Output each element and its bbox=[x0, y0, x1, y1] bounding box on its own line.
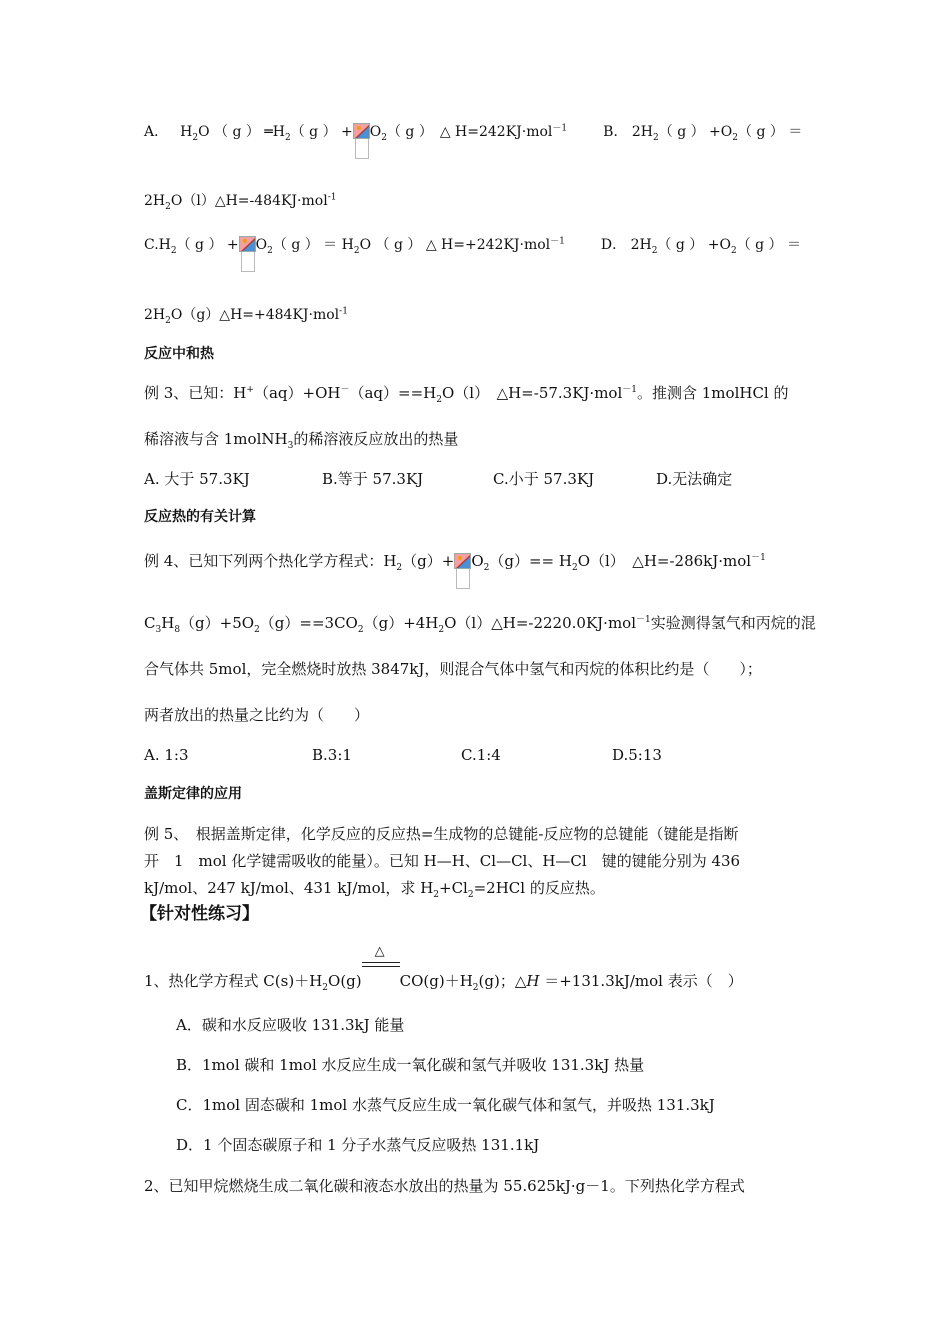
text: ＝+131.3kJ/mol 表示（ ） bbox=[539, 972, 743, 990]
sup: －1 bbox=[636, 615, 651, 625]
sub: 2 bbox=[381, 132, 387, 143]
text: =2HCl 的反应热。 bbox=[473, 879, 605, 897]
sub: 2 bbox=[322, 983, 329, 993]
text: O （ g ） △ H=+242KJ·mol bbox=[359, 237, 551, 253]
text: 例 4、已知下列两个热化学方程式：H bbox=[144, 552, 397, 570]
sup: － bbox=[340, 385, 350, 395]
text: （g）==3CO bbox=[259, 614, 358, 632]
text: H bbox=[161, 614, 175, 632]
text: O（l） △H=-286kJ·mol bbox=[577, 552, 752, 570]
section-heading-calculation: 反应热的有关计算 bbox=[144, 509, 256, 525]
label-d: D． 2H bbox=[600, 237, 652, 253]
text: 2H bbox=[144, 193, 166, 209]
sub: 2 bbox=[571, 563, 578, 573]
text: （ g ） △ H=242KJ·mol bbox=[386, 124, 553, 140]
text: （ g ） + bbox=[176, 237, 239, 253]
heat-reaction-arrow bbox=[362, 944, 400, 988]
text: （aq）+OH bbox=[253, 384, 341, 402]
text: 例 3、已知：H bbox=[144, 384, 247, 402]
example-3-line-2 bbox=[144, 429, 458, 449]
text: （ g ） +O bbox=[657, 237, 731, 253]
option-c: C.小于 57.3KJ bbox=[493, 470, 595, 488]
sub: 2 bbox=[353, 245, 360, 256]
label-b: B． 2H bbox=[603, 124, 654, 140]
text: 1、热化学方程式 C(s)＋H bbox=[144, 972, 323, 990]
half-fraction-image bbox=[454, 553, 471, 569]
example-4-line-2 bbox=[144, 613, 816, 633]
text: （g）+4H bbox=[363, 614, 439, 632]
text: O（g）△H=+484KJ·mol bbox=[170, 307, 340, 323]
sup: + bbox=[246, 385, 254, 395]
sub: 2 bbox=[483, 563, 490, 573]
sup: －1 bbox=[751, 553, 766, 563]
sub: 2 bbox=[254, 625, 260, 635]
q1-option-d: D．1 个固态碳原子和 1 分子水蒸气反应吸热 131.1kJ bbox=[176, 1136, 540, 1154]
q1-option-b: B．1mol 碳和 1mol 水反应生成一氧化碳和氢气并吸收 131.3kJ 热量 bbox=[176, 1056, 645, 1074]
text: （ g ） +O bbox=[658, 124, 733, 140]
sub: 3 bbox=[155, 625, 162, 635]
example-4-line-1 bbox=[144, 551, 766, 571]
example-3-options bbox=[144, 469, 844, 489]
text: （g）+5O bbox=[180, 614, 255, 632]
text: O bbox=[255, 237, 268, 253]
option-d: D.5:13 bbox=[612, 746, 662, 764]
text-italic: H bbox=[526, 972, 540, 990]
practice-title: 【针对性练习】 bbox=[140, 904, 259, 924]
half-fraction-image bbox=[239, 236, 256, 252]
text: （ g ） ＝ bbox=[738, 124, 803, 140]
text: O（l） △H=-57.3KJ·mol bbox=[441, 384, 623, 402]
text: C bbox=[144, 614, 156, 632]
sub: 2 bbox=[357, 625, 364, 635]
text: O bbox=[471, 552, 484, 570]
example-5-line-1: 例 5、 根据盖斯定律，化学反应的反应热=生成物的总键能-反应物的总键能（键能是指断 bbox=[144, 825, 739, 843]
sub: 2 bbox=[732, 132, 739, 143]
option-a: A. 1:3 bbox=[144, 746, 189, 764]
option-line-a-b bbox=[144, 122, 802, 142]
text: O（l）△H=-2220.0KJ·mol bbox=[444, 614, 636, 632]
text: （ g ） ＝ bbox=[736, 237, 801, 253]
sub: 2 bbox=[472, 983, 479, 993]
example-4-line-3: 合气体共 5mol，完全燃烧时放热 3847kJ，则混合气体中氢气和丙烷的体积比约是（ ）； bbox=[144, 660, 762, 678]
option-line-c-d bbox=[144, 235, 801, 255]
heat-triangle-icon: △ bbox=[374, 944, 385, 959]
sup: －1 bbox=[552, 123, 568, 134]
section-heading-neutralization: 反应中和热 bbox=[144, 346, 214, 362]
option-b: B.等于 57.3KJ bbox=[322, 470, 424, 488]
text: +Cl bbox=[439, 879, 468, 897]
sup: －1 bbox=[550, 236, 565, 247]
option-b: B.3:1 bbox=[312, 746, 352, 764]
sub: 2 bbox=[433, 890, 440, 900]
text: (g)；△ bbox=[478, 972, 527, 990]
text: O(g) bbox=[328, 972, 362, 990]
text: 。推测含 1molHCl 的 bbox=[637, 384, 789, 402]
q1-option-a: A．碳和水反应吸收 131.3kJ 能量 bbox=[176, 1016, 405, 1034]
text: （ g ） + bbox=[290, 124, 353, 140]
sup: -1 bbox=[339, 306, 348, 317]
text: 2H bbox=[144, 307, 166, 323]
sub: 2 bbox=[651, 245, 658, 256]
q1-option-c: C．1mol 固态碳和 1mol 水蒸气反应生成一氧化碳气体和氢气，并吸热 131.3kJ bbox=[176, 1096, 715, 1114]
question-1 bbox=[144, 944, 743, 993]
example-4-options bbox=[144, 745, 844, 765]
text: （g）== H bbox=[489, 552, 572, 570]
example-4-line-4: 两者放出的热量之比约为（ ） bbox=[144, 706, 370, 724]
sub: 2 bbox=[653, 132, 659, 143]
question-2: 2、已知甲烷燃烧生成二氧化碳和液态水放出的热量为 55.625kJ·g－1。下列热化学方程式 bbox=[144, 1177, 745, 1195]
sub: 2 bbox=[467, 890, 474, 900]
option-a: A. 大于 57.3KJ bbox=[144, 470, 250, 488]
option-c: C.1:4 bbox=[461, 746, 501, 764]
text: O bbox=[369, 124, 382, 140]
sub: 8 bbox=[174, 625, 181, 635]
sub: 2 bbox=[192, 132, 199, 143]
text: （ g ） ＝ H bbox=[272, 237, 354, 253]
text: （aq）==H bbox=[349, 384, 437, 402]
text: 实验测得氢气和丙烷的混 bbox=[650, 614, 816, 632]
sub: 3 bbox=[287, 441, 294, 451]
text: kJ/mol、247 kJ/mol、431 kJ/mol，求 H bbox=[144, 879, 434, 897]
sub: 2 bbox=[284, 132, 291, 143]
section-heading-hess-law: 盖斯定律的应用 bbox=[144, 786, 242, 802]
example-5-line-3 bbox=[144, 878, 605, 898]
text: O（l）△H=-484KJ·mol bbox=[170, 193, 328, 209]
sub: 2 bbox=[436, 395, 442, 405]
sub: 2 bbox=[170, 245, 177, 256]
sub: 2 bbox=[267, 245, 273, 256]
example-5-line-2: 开 1 mol 化学键需吸收的能量）。已知 H—H、Cl—Cl、H—Cl 键的键能分别为 436 bbox=[144, 852, 741, 870]
text: 的稀溶液反应放出的热量 bbox=[293, 430, 459, 448]
sup: -1 bbox=[327, 192, 337, 203]
text: CO(g)＋H bbox=[399, 972, 473, 990]
sub: 2 bbox=[165, 315, 171, 326]
option-d-continued bbox=[144, 305, 348, 325]
label-a: A． bbox=[144, 124, 169, 140]
sub: 2 bbox=[396, 563, 403, 573]
sup: －1 bbox=[622, 385, 637, 395]
text: O （ g ） ═H bbox=[198, 124, 285, 140]
option-b-continued bbox=[144, 191, 336, 211]
label-c: C.H bbox=[144, 237, 171, 253]
text: H bbox=[180, 124, 193, 140]
example-3-line-1 bbox=[144, 383, 789, 403]
sub: 2 bbox=[438, 625, 445, 635]
sub: 2 bbox=[730, 245, 737, 256]
half-fraction-image bbox=[353, 123, 370, 139]
option-d: D.无法确定 bbox=[656, 470, 733, 488]
text: 稀溶液与含 1molNH bbox=[144, 430, 288, 448]
text: （g）+ bbox=[402, 552, 455, 570]
sub: 2 bbox=[165, 201, 171, 212]
